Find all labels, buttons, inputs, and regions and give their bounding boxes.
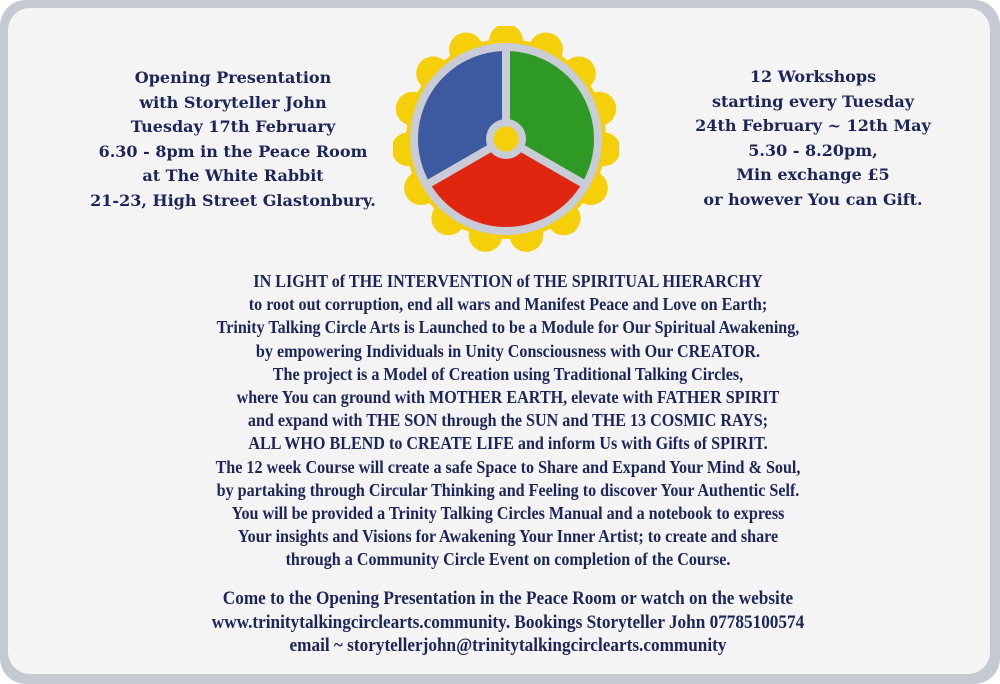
main-line: and expand with THE SON through the SUN and THE 13 COSMIC RAYS; [247, 410, 769, 431]
main-line: to root out corruption, end all wars and Manifest Peace and Love on Earth; [248, 294, 768, 315]
right-line: 24th February ~ 12th May [695, 116, 931, 136]
main-line: You will be provided a Trinity Talking Circles Manual and a notebook to express [231, 503, 785, 524]
trinity-circle-logo-icon [393, 26, 619, 252]
left-line: with Storyteller John [139, 92, 327, 112]
right-line: Min exchange £5 [736, 165, 890, 185]
contact-block [80, 588, 936, 659]
main-line: through a Community Circle Event on completion of the Course. [285, 549, 731, 570]
right-line: 5.30 - 8.20pm, [748, 140, 878, 160]
main-line: Trinity Talking Circle Arts is Launched to be a Module for Our Spiritual Awakening, [216, 317, 800, 338]
right-line: 12 Workshops [749, 67, 877, 86]
right-line: starting every Tuesday [711, 91, 915, 111]
left-line: at The White Rabbit [142, 166, 324, 186]
main-line: ALL WHO BLEND to CREATE LIFE and inform Us with Gifts of SPIRIT. [248, 433, 768, 454]
main-description [85, 270, 931, 572]
main-line: by partaking through Circular Thinking and Feeling to discover Your Authentic Self. [216, 479, 800, 500]
main-line: The project is a Model of Creation using Traditional Talking Circles, [272, 363, 744, 384]
email-line[interactable]: email ~ storytellerjohn@trinitytalkingcirclearts.community [289, 636, 727, 656]
right-line: or however You can Gift. [703, 189, 923, 209]
main-line: where You can ground with MOTHER EARTH, elevate with FATHER SPIRIT [236, 387, 780, 408]
main-line: The 12 week Course will create a safe Space to Share and Expand Your Mind & Soul, [215, 456, 801, 477]
left-line: Opening Presentation [134, 68, 332, 87]
workshops-block [648, 65, 978, 213]
main-line: Your insights and Visions for Awakening Your Inner Artist; to create and share [237, 526, 779, 547]
contact-line: Come to the Opening Presentation in the Peace Room or watch on the website [222, 589, 794, 609]
main-line: IN LIGHT of THE INTERVENTION of THE SPIRITUAL HIERARCHY [253, 271, 763, 291]
left-line: Tuesday 17th February [130, 117, 336, 137]
left-line: 21-23, High Street Glastonbury. [90, 190, 376, 210]
center-dot [494, 127, 519, 152]
main-line: by empowering Individuals in Unity Consciousness with Our CREATOR. [255, 340, 761, 361]
opening-presentation-block [48, 66, 418, 214]
flyer-card [8, 8, 990, 674]
website-line[interactable]: www.trinitytalkingcirclearts.community. Bookings Storyteller John 07785100574 [211, 612, 805, 633]
left-line: 6.30 - 8pm in the Peace Room [98, 141, 368, 161]
